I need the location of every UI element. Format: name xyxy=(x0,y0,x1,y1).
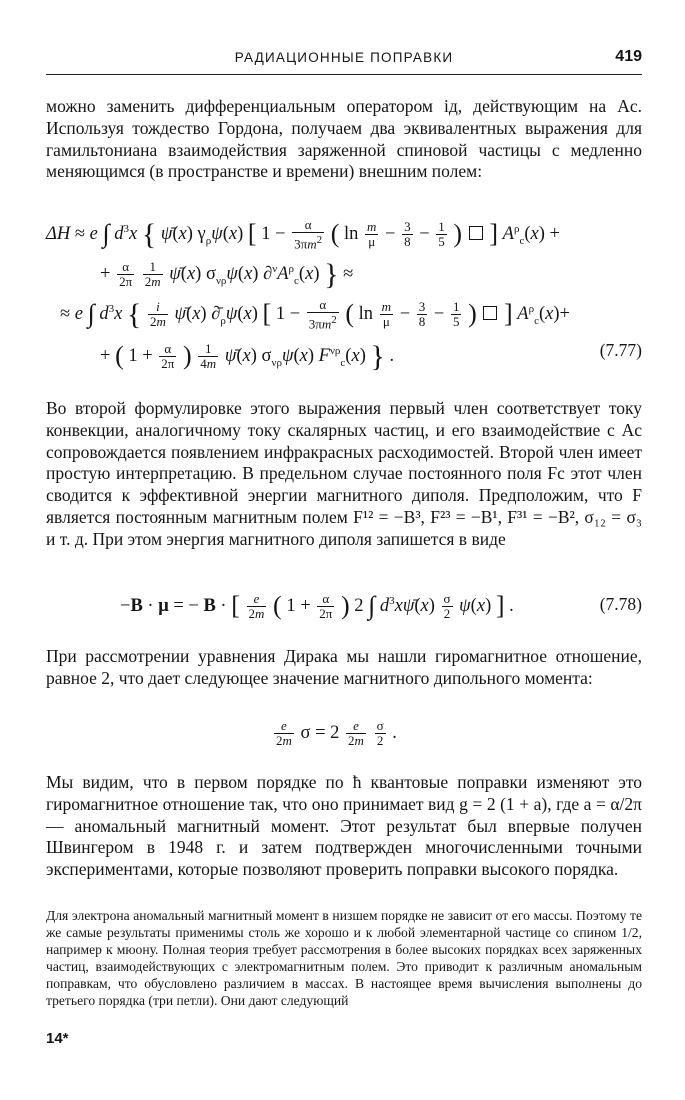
equation-7-78: −B · μ = − B · [ $\frac{e}{2m}$ ( 1 + $\frac{\alpha}{2\pi}$ ) 2 ∫ $d^3x\psī(x)$ $\frac{\sigma}{2}$ ψ(x) ] . xyxy=(120,591,514,622)
paragraph-dirac: При рассмотрении уравнения Дирака мы нашли гиромагнитное отношение, равное 2, что дает следующее значение магнитного дипольного момента: xyxy=(46,646,642,688)
page-number: 419 xyxy=(615,48,642,65)
paragraph-interpretation: Во второй формулировке этого выражения первый член соответствует току конвекции, аналогичному току скалярных частиц, и его взаимодействие с Ac сопровождается появлением инфракрасных расходимостей. Второй член имеет простую интерпретацию. В предельном случае постоянного поля Fc этот член сводится к эффективной энергии магнитного диполя. Предположим, что F является постоянным магнитным полем F¹² = −B³, F²³ = −B¹, F³¹ = −B², σ₁₂ = σ₃ и т. д. При этом энергия магнитного диполя запишется в виде xyxy=(46,398,642,549)
signature-mark: 14* xyxy=(46,1030,69,1047)
paragraph-anomalous-moment: Мы видим, что в первом порядке по ħ квантовые поправки изменяют это гиромагнитное отношение так, что оно принимает вид g = 2 (1 + a), где a = α/2π — аномальный магнитный момент. Этот результат был впервые получен Швингером в 1948 г. и затем подтвержден многочисленными точными экспериментами, которые позволяют проверить поправки высокого порядка. xyxy=(46,772,642,880)
equation-magnetic-moment: $\frac{e}{2m}$ σ = 2 $\frac{e}{2m}$ $\frac{\sigma}{2}$ . xyxy=(276,718,397,749)
equation-number-7-78: (7.78) xyxy=(599,594,642,614)
equation-number-7-77: (7.77) xyxy=(599,340,642,360)
running-head-title: РАДИАЦИОННЫЕ ПОПРАВКИ xyxy=(234,50,454,65)
equation-7-77-line-2: + $\frac{\alpha}{2\pi}$ $\frac{1}{2m}$ ψ̄(x) $\sigma_{\nu\rho}\psi(x)$ $\partial^\nu A^\rho_c(x)$ } ≈ xyxy=(100,258,354,292)
header-rule xyxy=(46,74,642,75)
small-print-paragraph: Для электрона аномальный магнитный момент в низшем порядке не зависит от его массы. Поэтому те же самые результаты применимы столь же хорошо и к любой элементарной частице со спином 1/2, например к мюону. Полная теория требует рассмотрения в более высоких порядках всех заряженных частиц, взаимодействующих с электромагнитным полем. Это приводит к различным аномальным поправкам, что обусловлено различием в массах. В настоящее время вычисления выполнены до третьего порядка (три петли). Они дают следующий xyxy=(46,908,642,1008)
equation-7-77-line-4: + ( 1 + $\frac{\alpha}{2\pi}$ ) $\frac{1}{4m}$ ψ̄(x) $\sigma_{\nu\rho}\psi(x)$ $F^{\nu\rho}_c(x)$ } . xyxy=(100,340,395,374)
equation-7-77-line-1: ΔH ≈ e ∫ $d^3x$ { ψ̄(x) $\gamma_\rho\psi(x)$ [ 1 − $\frac{\alpha}{3\pi m^2}$ ( ln $\frac{m}{\mu}$ − $\frac{3}{8}$ − $\frac{1}{5}$ ) ] $A^\rho_c(x)$ + xyxy=(46,217,560,252)
paragraph-intro: можно заменить дифференциальным оператором iд, действующим на Ac. Используя тождество Гордона, получаем два эквивалентных выражения для гамильтониана взаимодействия заряженной спиновой частицы с медленно меняющимся (в пространстве и времени) внешним полем: xyxy=(46,96,642,182)
running-head xyxy=(46,48,642,70)
equation-7-77-line-3: ≈ e ∫ $d^3x$ { $\frac{i}{2m}$ ψ̄(x) $\partial̄_\rho\psi(x)$ [ 1 − $\frac{\alpha}{3\pi m^2}$ ( ln $\frac{m}{\mu}$ − $\frac{3}{8}$ − $\frac{1}{5}$ ) ] $A^\rho_c(x)+$ xyxy=(60,297,570,332)
